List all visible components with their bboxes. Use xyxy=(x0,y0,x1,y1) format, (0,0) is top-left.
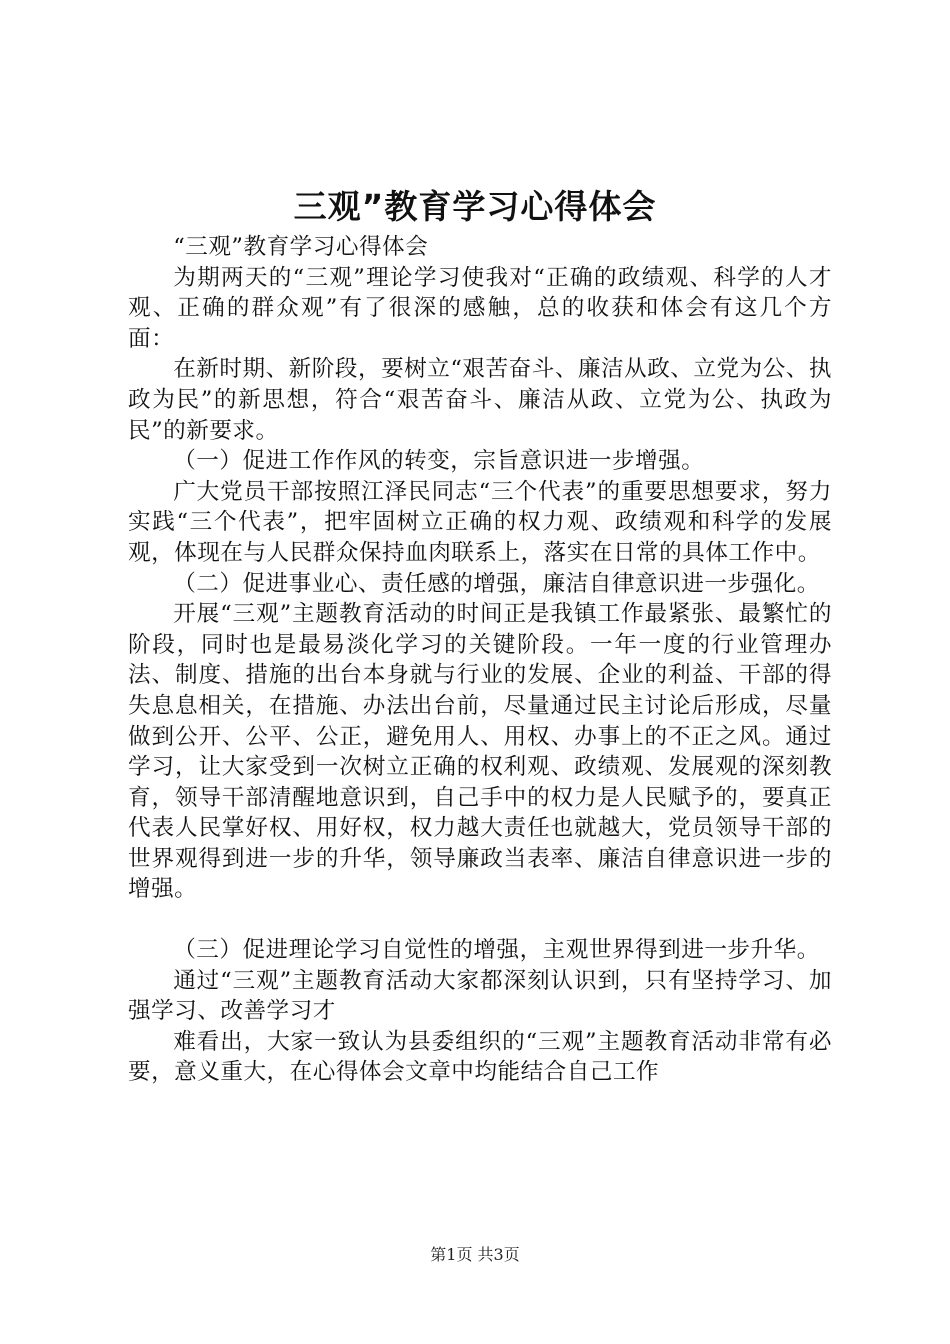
section-heading-2: （二）促进事业心、责任感的增强，廉洁自律意识进一步强化。 xyxy=(173,570,820,597)
document-body xyxy=(128,232,832,1088)
body-paragraph: 通过“三观”主题教育活动大家都深刻认识到，只有坚持学习、加强学习、改善学习才 xyxy=(128,967,832,1025)
body-paragraph: 在新时期、新阶段，要树立“艰苦奋斗、廉洁从政、立党为公、执政为民”的新思想，符合“艰苦奋斗、廉洁从政、立党为公、执政为民”的新要求。 xyxy=(128,356,832,444)
body-paragraph: 开展“三观”主题教育活动的时间正是我镇工作最紧张、最繁忙的阶段，同时也是最易淡化学习的关键阶段。一年一度的行业管理办法、制度、措施的出台本身就与行业的发展、企业的利益、干部的得失息息相关，在措施、办法出台前，尽量通过民主讨论后形成，尽量做到公开、公平、公正，避免用人、用权、办事上的不正之风。通过学习，让大家受到一次树立正确的权利观、政绩观、发展观的深刻教育，领导干部清醒地意识到，自己手中的权力是人民赋予的，要真正代表人民掌好权、用好权，权力越大责任也就越大，党员领导干部的世界观得到进一步的升华，领导廉政当表率、廉洁自律意识进一步的增强。 xyxy=(128,601,832,903)
intro-paragraph: 为期两天的“三观”理论学习使我对“正确的政绩观、科学的人才观、正确的群众观”有了很深的感触，总的收获和体会有这几个方面： xyxy=(128,264,832,352)
subtitle-paragraph: “三观”教育学习心得体会 xyxy=(173,234,429,260)
document-title: 三观”教育学习心得体会 xyxy=(293,187,657,226)
body-paragraph: 难看出，大家一致认为县委组织的“三观”主题教育活动非常有必要，意义重大，在心得体会文章中均能结合自己工作 xyxy=(128,1028,832,1086)
section-heading-1: （一）促进工作作风的转变，宗旨意识进一步增强。 xyxy=(173,448,705,475)
body-paragraph: 广大党员干部按照江泽民同志“三个代表”的重要思想要求，努力实践“三个代表”，把牢固树立正确的权力观、政绩观和科学的发展观，体现在与人民群众保持血肉联系上，落实在日常的具体工作中。 xyxy=(128,478,832,566)
page-number-footer: 第1页 共3页 xyxy=(430,1245,520,1264)
section-heading-3: （三）促进理论学习自觉性的增强，主观世界得到进一步升华。 xyxy=(173,937,820,964)
